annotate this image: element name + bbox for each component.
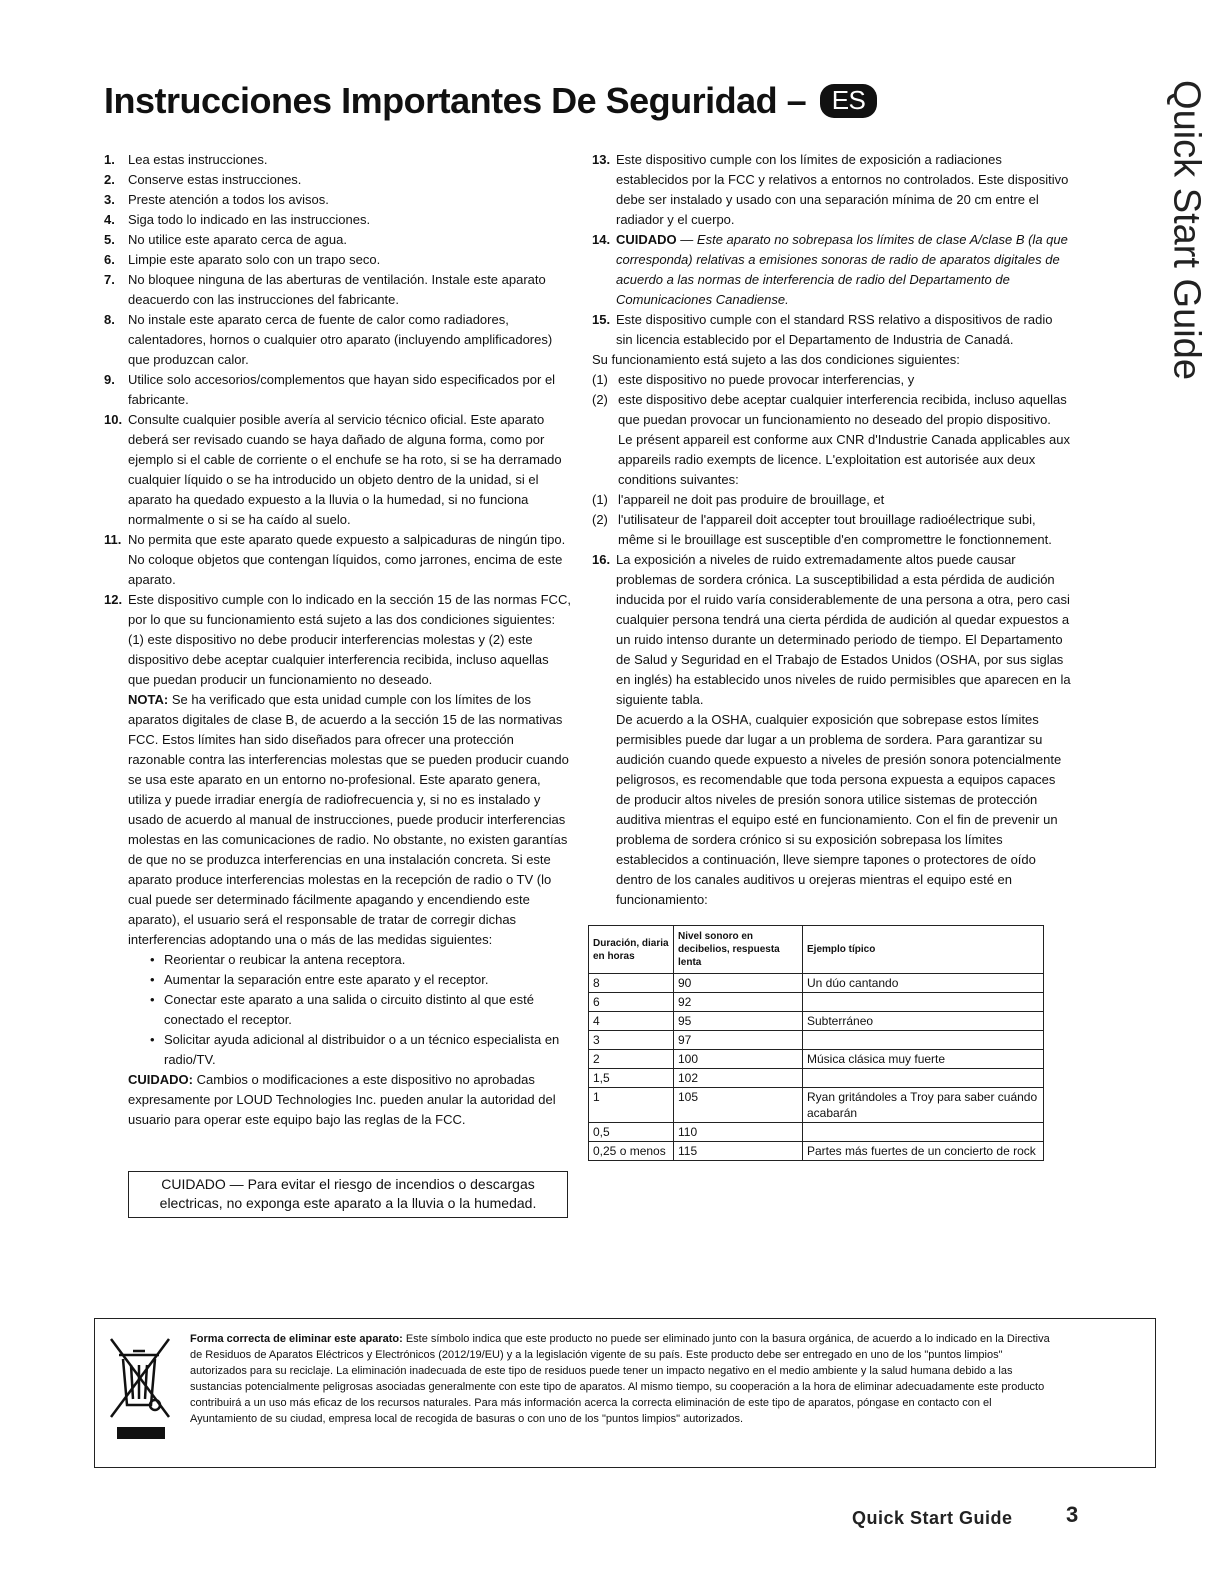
condition-number: (1) [592, 372, 608, 387]
table-cell: 100 [674, 1050, 803, 1069]
table-row [589, 1069, 1044, 1088]
column-header: Duración, diaria en horas [589, 926, 674, 974]
page-title-text: Instrucciones Importantes De Seguridad – [104, 80, 807, 121]
condition-text: l'utilisateur de l'appareil doit accepter tout brouillage radioélectrique subi, même si le brouillage est susceptible d'en compromettre le fonctionnement. [618, 512, 1052, 547]
table-cell: Partes más fuertes de un concierto de rock [803, 1142, 1044, 1161]
condition-text: l'appareil ne doit pas produire de brouillage, et [618, 492, 885, 507]
list-item [104, 310, 572, 370]
table-cell: Subterráneo [803, 1012, 1044, 1031]
list-item: • Aumentar la separación entre este aparato y el receptor. [150, 970, 572, 990]
item-number: 13. [592, 152, 611, 167]
table-cell [803, 993, 1044, 1012]
list-item: • Reorientar o reubicar la antena receptora. [150, 950, 572, 970]
table-cell [803, 1031, 1044, 1050]
item-text: Preste atención a todos los avisos. [128, 192, 329, 207]
page-title [104, 80, 877, 122]
list-item: • Solicitar ayuda adicional al distribuidor o a un técnico especialista en radio/TV. [150, 1030, 572, 1070]
warning-line-2: electricas, no exponga este aparato a la lluvia o la humedad. [159, 1195, 537, 1211]
weee-label: Forma correcta de eliminar este aparato: [190, 1333, 403, 1345]
condition-2 [592, 390, 1072, 430]
table-cell: 95 [674, 1012, 803, 1031]
dash: — [676, 232, 697, 247]
weee-text [190, 1331, 1051, 1427]
list-item-16 [592, 550, 1072, 710]
side-tab [1156, 80, 1216, 380]
osha-paragraph: De acuerdo a la OSHA, cualquier exposición que sobrepase estos límites permisibles puede dar lugar a un problema de sordera. Para garantizar su audición cuando quede expuesto a niveles de presión sonora potencialmente peligrosos, es recomendable que toda persona expuesta a equipos capaces de producir altos niveles de presión sonora utilice sistemas de protección auditiva mientras el equipo esté en funcionamiento. Con el fin de prevenir un problema de sordera crónico si su exposición sobrepasa los límites establecidos a continuación, lleve siempre tapones o protectores de oído dentro de los canales auditivos u orejeras mientras el equipo esté en funcionamiento: [616, 712, 1062, 907]
table-row [589, 993, 1044, 1012]
condition-text: este dispositivo no puede provocar interferencias, y [618, 372, 915, 387]
nota-paragraph [104, 690, 572, 950]
cuidado-text: Este aparato no sobrepasa los límites de clase A/clase B (la que corresponda) relativas a emisiones sonoras de radio de aparatos digitales de acuerdo a las normas de interferencia de radio del Departamento de Comunicaciones Canadiense. [616, 232, 1068, 307]
list-item [104, 410, 572, 530]
table-cell: 8 [589, 974, 674, 993]
table-cell: 105 [674, 1088, 803, 1123]
noise-level-table [588, 925, 1044, 1161]
cuidado-label: CUIDADO [616, 232, 677, 247]
cuidado-label: CUIDADO: [128, 1072, 193, 1087]
item-text: Conserve estas instrucciones. [128, 172, 302, 187]
table-cell: 0,5 [589, 1123, 674, 1142]
list-item [104, 270, 572, 310]
table-row [589, 1088, 1044, 1123]
table-row [589, 1050, 1044, 1069]
condition-1 [592, 370, 1072, 390]
list-item [104, 210, 572, 230]
table-cell: 110 [674, 1123, 803, 1142]
table-cell: 3 [589, 1031, 674, 1050]
right-column [592, 150, 1072, 910]
item-number: 10. [104, 412, 123, 427]
list-item [104, 530, 572, 590]
french-condition-1 [592, 490, 1072, 510]
item-number: 8. [104, 312, 115, 327]
item-text: Este dispositivo cumple con los límites de exposición a radiaciones establecidos por la FCC y relativos a entornos no controlados. Este dispositivo debe ser instalado y usado con una separación mínima de 20 cm entre el radiador y el cuerpo. [616, 152, 1069, 227]
remedy-list [104, 950, 572, 1070]
item-text: Este dispositivo cumple con el standard RSS relativo a dispositivos de radio sin licencia establecido por el Departamento de Industria de Canadá. [616, 312, 1053, 347]
crossed-out-bin-icon [107, 1333, 173, 1443]
french-intro: Le présent appareil est conforme aux CNR d'Industrie Canada applicables aux appareils radio exempts de licence. L'exploitation est autorisée aux deux conditions suivantes: [618, 432, 1070, 487]
table-cell: 2 [589, 1050, 674, 1069]
table-row [589, 1142, 1044, 1161]
item-number: 14. [592, 232, 611, 247]
item-text: No bloquee ninguna de las aberturas de ventilación. Instale este aparato deacuerdo con las instrucciones del fabricante. [128, 272, 546, 307]
column-header: Nivel sonoro en decibelios, respuesta lenta [674, 926, 803, 974]
footer-label: Quick Start Guide [852, 1508, 1013, 1528]
item-text: No utilice este aparato cerca de agua. [128, 232, 347, 247]
item-text: Consulte cualquier posible avería al servicio técnico oficial. Este aparato deberá ser revisado cuando se haya dañado de alguna forma, como por ejemplo si el cable de corriente o el enchufe se ha roto, si se ha derramado cualquier líquido o se ha introducido un objeto dentro de la unidad, si el aparato ha quedado expuesto a la lluvia o la humedad, si no funciona normalmente o si se ha caído al suelo. [128, 412, 562, 527]
table-cell: 6 [589, 993, 674, 1012]
item-number: 1. [104, 152, 115, 167]
item-number: 4. [104, 212, 115, 227]
list-item-14 [592, 230, 1072, 310]
table-cell: 102 [674, 1069, 803, 1088]
list-item [104, 590, 572, 690]
page-number: 3 [1066, 1502, 1079, 1527]
table-header-row [589, 926, 1044, 974]
condition-number: (2) [592, 392, 608, 407]
item-number: 12. [104, 592, 123, 607]
weee-description: Este símbolo indica que este producto no puede ser eliminado junto con la basura orgánica, de acuerdo a lo indicado en la Directiva de Residuos de Aparatos Eléctricos y Electrónicos (2012/19/EU) y a la legislación vigente de su país. Este producto debe ser entregado en uno de los "puntos limpios" autorizados para su reciclaje. La eliminación inadecuada de este tipo de residuos puede tener un impacto negativo en el medio ambiente y la salud humana debido a las sustancias potencialmente peligrosas asociadas generalmente con este tipo de aparatos. Al mismo tiempo, su cooperación a la hora de eliminar adecuadamente este producto contribuirá a un uso más eficaz de los recursos naturales. Para más información acerca la correcta eliminación de este tipo de aparatos, póngase en contacto con el Ayuntamiento de su ciudad, empresa local de recogida de basuras o con uno de los "puntos limpios" autorizados. [190, 1333, 1050, 1425]
nota-label: NOTA: [128, 692, 169, 707]
item-number: 16. [592, 552, 611, 567]
condition-number: (2) [592, 512, 608, 527]
list-item [104, 370, 572, 410]
item-number: 3. [104, 192, 115, 207]
table-row [589, 1012, 1044, 1031]
item-text: Siga todo lo indicado en las instrucciones. [128, 212, 371, 227]
condition-number: (1) [592, 492, 608, 507]
language-badge: ES [820, 84, 878, 118]
list-item [104, 230, 572, 250]
table-cell [803, 1123, 1044, 1142]
list-item [104, 250, 572, 270]
list-item: • Conectar este aparato a una salida o circuito distinto al que esté conectado el receptor. [150, 990, 572, 1030]
item-text: Limpie este aparato solo con un trapo seco. [128, 252, 381, 267]
column-header: Ejemplo típico [803, 926, 1044, 974]
item-text: Este dispositivo cumple con lo indicado en la sección 15 de las normas FCC, por lo que su funcionamiento está sujeto a las dos condiciones siguientes: (1) este dispositivo no debe producir interferencias molestas y (2) este dispositivo debe aceptar cualquier interferencia recibida, incluso aquellas que puedan producir un funcionamiento no deseado. [128, 592, 571, 687]
item-text: Utilice solo accesorios/complementos que hayan sido especificados por el fabricante. [128, 372, 556, 407]
table-cell: 90 [674, 974, 803, 993]
warning-box [128, 1171, 568, 1218]
cuidado-text: Cambios o modificaciones a este dispositivo no aprobadas expresamente por LOUD Technologies Inc. pueden anular la autoridad del usuario para operar este equipo bajo las reglas de la FCC. [128, 1072, 556, 1127]
table-row [589, 1123, 1044, 1142]
table-cell [803, 1069, 1044, 1088]
nota-text: Se ha verificado que esta unidad cumple con los límites de los aparatos digitales de clase B, de acuerdo a la sección 15 de las normativas FCC. Estos límites han sido diseñados para ofrecer una protección razonable contra las interferencias molestas que se pueden producir cuando se usa este aparato en un entorno no-profesional. Este aparato genera, utiliza y puede irradiar energía de radiofrecuencia y, si no es instalado y usado de acuerdo al manual de instrucciones, puede producir interferencias molestas en las comunicaciones de radio. No obstante, no existen garantías de que no se produzca interferencias en una instalación concreta. Si este aparato produce interferencias molestas en la recepción de radio o TV (lo cual puede ser determinado fácilmente apagando y encendiendo este aparato), el usuario será el responsable de tratar de corregir dichas interferencias adoptando una o más de las medidas siguientes: [128, 692, 569, 947]
safety-list [104, 150, 572, 690]
item-text: No permita que este aparato quede expuesto a salpicaduras de ningún tipo. No coloque objetos que contengan líquidos, como jarrones, encima de este aparato. [128, 532, 566, 587]
cuidado-fcc-paragraph [104, 1070, 572, 1130]
item-number: 2. [104, 172, 115, 187]
item-text: No instale este aparato cerca de fuente de calor como radiadores, calentadores, hornos o cualquier otro aparato (incluyendo amplificadores) que produzcan calor. [128, 312, 553, 367]
list-item [104, 150, 572, 170]
item-number: 11. [104, 532, 122, 547]
warning-line-1: CUIDADO — Para evitar el riesgo de incendios o descargas [161, 1176, 535, 1192]
table-cell: 97 [674, 1031, 803, 1050]
table-cell: Un dúo cantando [803, 974, 1044, 993]
list-item-13 [592, 150, 1072, 230]
item-number: 5. [104, 232, 115, 247]
table-cell: 4 [589, 1012, 674, 1031]
table-body [589, 974, 1044, 1161]
item-text: Lea estas instrucciones. [128, 152, 268, 167]
item-number: 7. [104, 272, 115, 287]
table-cell: 92 [674, 993, 803, 1012]
table-row [589, 974, 1044, 993]
item-number: 15. [592, 312, 611, 327]
table-cell: Música clásica muy fuerte [803, 1050, 1044, 1069]
list-item [104, 170, 572, 190]
table-cell: 0,25 o menos [589, 1142, 674, 1161]
item-number: 9. [104, 372, 115, 387]
item-number: 6. [104, 252, 115, 267]
table-cell: 1 [589, 1088, 674, 1123]
item-text: La exposición a niveles de ruido extremadamente altos puede causar problemas de sordera crónica. La susceptibilidad a esta pérdida de audición inducida por el ruido varía considerablemente de una persona a otra, pero casi cualquier persona tendrá una cierta pérdida de audición al quedar expuestos a un ruido intenso durante un determinado periodo de tiempo. El Departamento de Salud y Seguridad en el Trabajo de Estados Unidos (OSHA, por sus siglas en inglés) ha establecido unos niveles de ruido permisibles que aparecen en la siguiente tabla. [616, 552, 1071, 707]
conditions-intro: Su funcionamiento está sujeto a las dos condiciones siguientes: [592, 352, 960, 367]
side-tab-label: Quick Start Guide [1165, 80, 1208, 380]
item-text [616, 230, 1072, 310]
table-cell: 115 [674, 1142, 803, 1161]
table-cell: 1,5 [589, 1069, 674, 1088]
french-condition-2 [592, 510, 1072, 550]
weee-disposal-box [94, 1318, 1156, 1468]
table-cell: Ryan gritándoles a Troy para saber cuándo acabarán [803, 1088, 1044, 1123]
condition-text: este dispositivo debe aceptar cualquier interferencia recibida, incluso aquellas que puedan provocar un funcionamiento no deseado del propio dispositivo. [618, 392, 1067, 427]
list-item [104, 190, 572, 210]
list-item-15 [592, 310, 1072, 350]
table-row [589, 1031, 1044, 1050]
left-column [104, 150, 572, 1130]
